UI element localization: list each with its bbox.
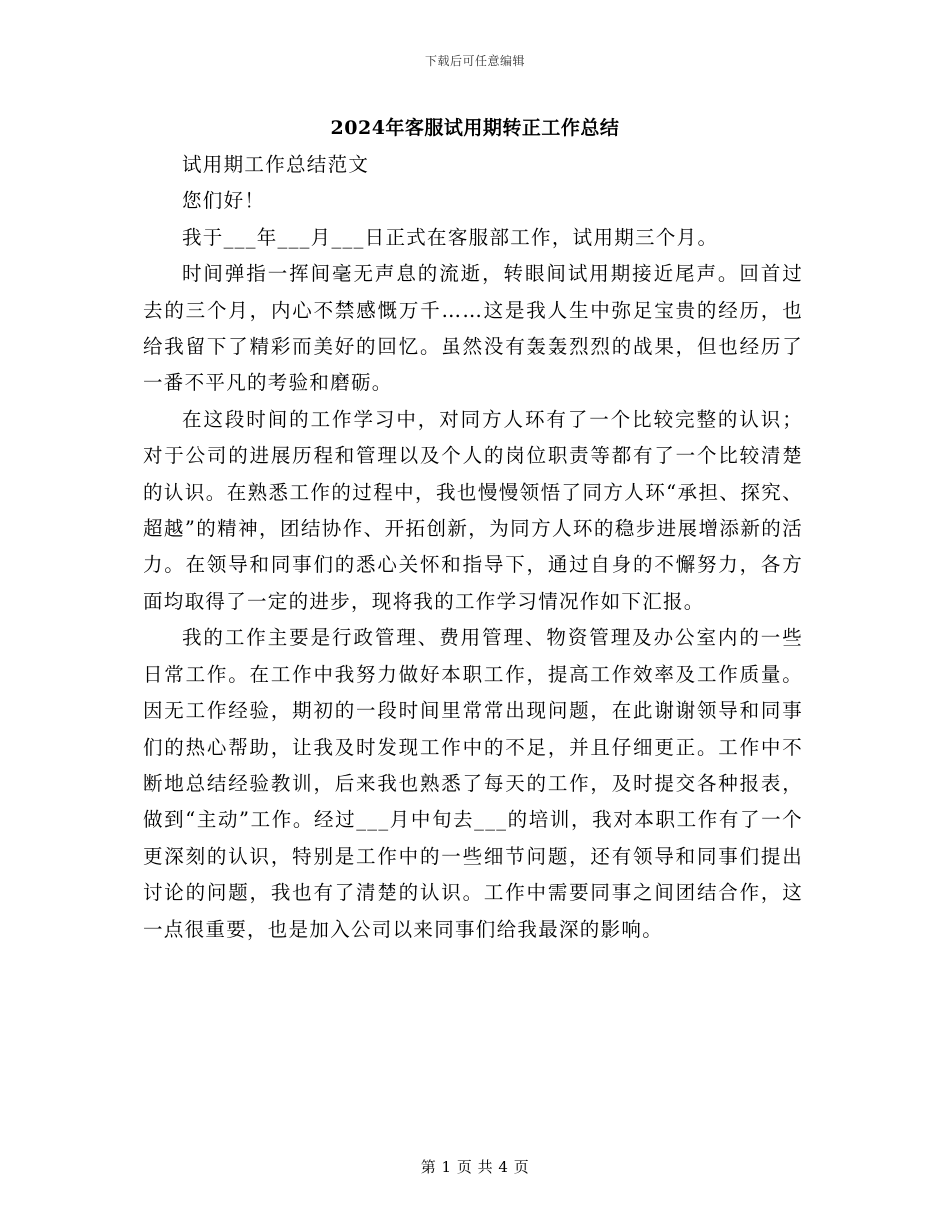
paragraph-start-date: 我于___年___月___日正式在客服部工作，试用期三个月。: [182, 225, 719, 249]
paragraph-work-duties: 我的工作主要是行政管理、费用管理、物资管理及办公室内的一些日常工作。在工作中我努力做好本职工作，提高工作效率及工作质量。因无工作经验，期初的一段时间里常常出现问题，在此谢谢领导和同事们的热心帮助，让我及时发现工作中的不足，并且仔细更正。工作中不断地总结经验教训，后来我也熟悉了每天的工作，及时提交各种报表，做到“主动”工作。经过___月中旬去___的培训，我对本职工作有了一个更深刻的认识，特别是工作中的一些细节问题，还有领导和同事们提出讨论的问题，我也有了清楚的认识。工作中需要同事之间团结合作，这一点很重要，也是加入公司以来同事们给我最深的影响。: [143, 626, 803, 941]
document-body: [143, 147, 803, 948]
page-number: 第 1 页 共 4 页: [420, 1158, 530, 1176]
paragraph-subtitle: 试用期工作总结范文: [182, 153, 370, 176]
paragraph-reflection: 时间弹指一挥间毫无声息的流逝，转眼间试用期接近尾声。回首过去的三个月，内心不禁感慨万千……这是我人生中弥足宝贵的经历，也给我留下了精彩而美好的回忆。虽然没有轰轰烈烈的战果，但也经历了一番不平凡的考验和磨砺。: [143, 262, 803, 395]
page-header: 下载后可任意编辑: [424, 54, 525, 68]
document-title: 2024年客服试用期转正工作总结: [330, 117, 620, 139]
paragraph-company-understanding: 在这段时间的工作学习中，对同方人环有了一个比较完整的认识；对于公司的进展历程和管理以及个人的岗位职责等都有了一个比较清楚的认识。在熟悉工作的过程中，我也慢慢领悟了同方人环“承担、探究、超越”的精神，团结协作、开拓创新，为同方人环的稳步进展增添新的活力。在领导和同事们的悉心关怀和指导下，通过自身的不懈努力，各方面均取得了一定的进步，现将我的工作学习情况作如下汇报。: [143, 407, 803, 613]
paragraph-greeting: 您们好！: [182, 189, 266, 213]
